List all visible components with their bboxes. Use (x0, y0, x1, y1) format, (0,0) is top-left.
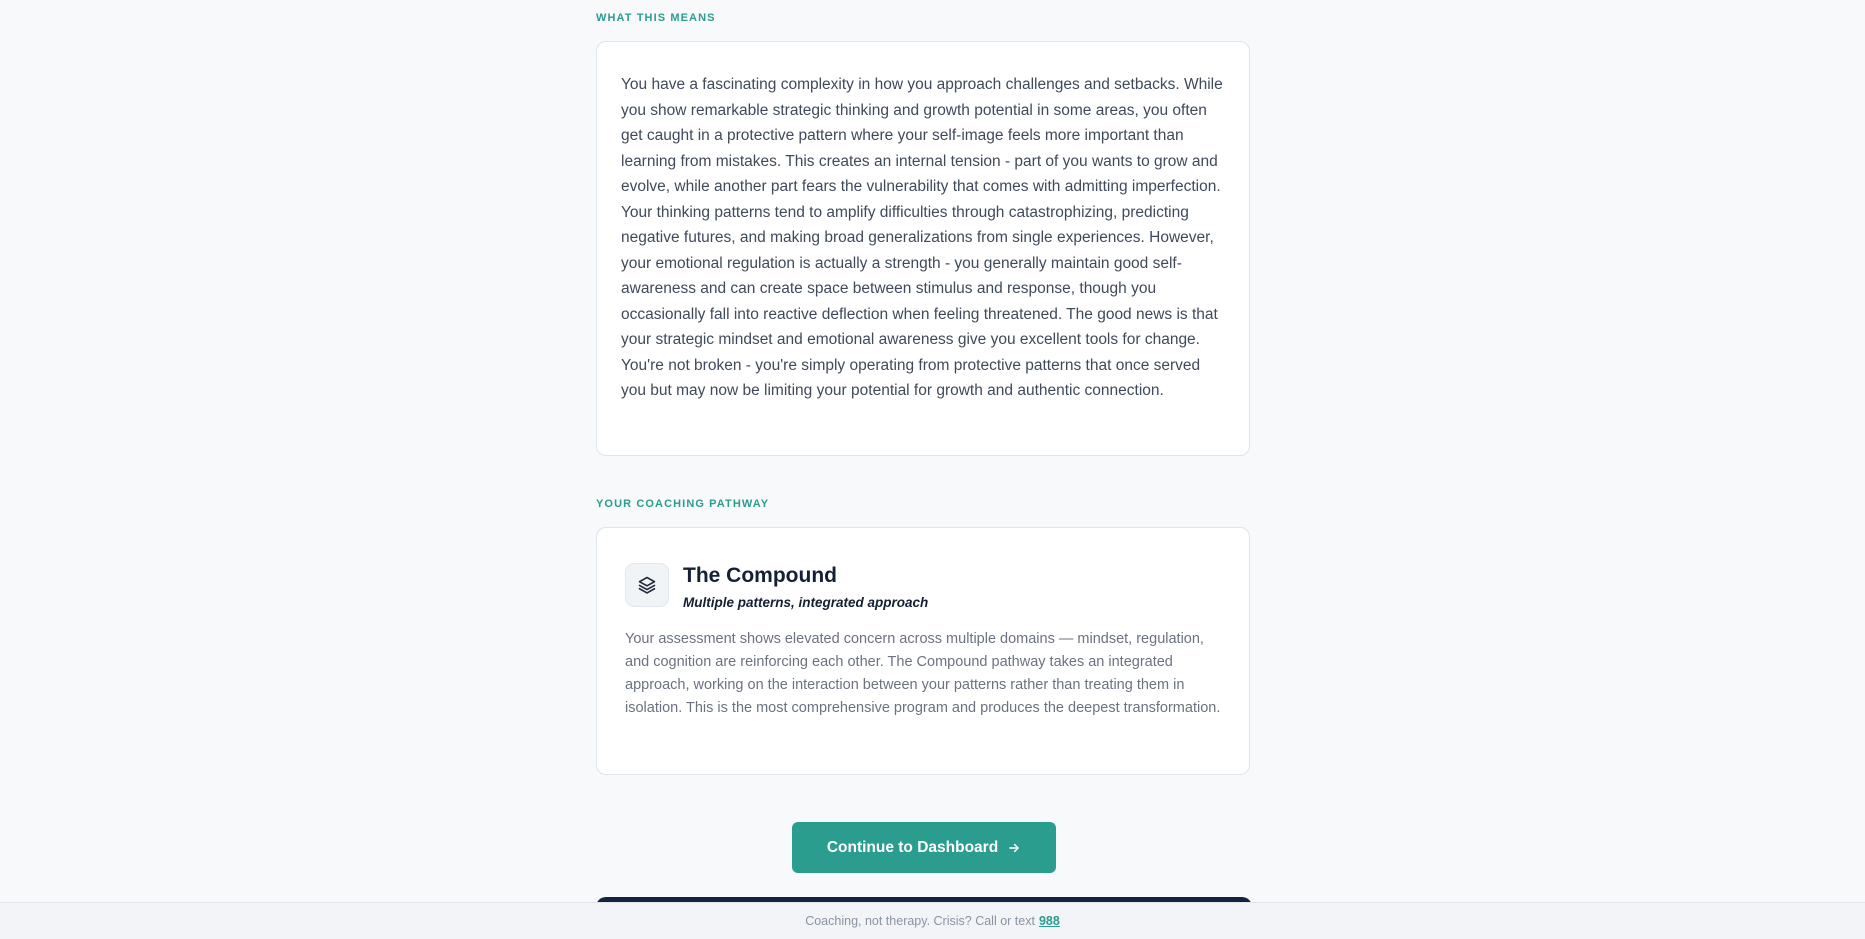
footer-text: Coaching, not therapy. Crisis? Call or text (805, 914, 1035, 928)
pathway-description: Your assessment shows elevated concern across multiple domains — mindset, regulation, and cognition are reinforcing each other. The Compound pathway takes an integrated approach, working on the interaction between your patterns rather than treating them in isolation. This is the most comprehensive program and produces the deepest transformation. (625, 631, 1221, 716)
what-this-means-card (596, 41, 1250, 456)
pathway-title: The Compound (683, 564, 837, 587)
pathway-header (625, 563, 1221, 610)
crisis-hotline-link[interactable]: 988 (1038, 914, 1060, 928)
coaching-pathway-label: YOUR COACHING PATHWAY (596, 498, 770, 510)
layers-icon (625, 563, 669, 607)
what-this-means-label: WHAT THIS MEANS (596, 12, 716, 24)
arrow-right-icon (1007, 841, 1021, 855)
pathway-titles (683, 563, 928, 610)
continue-button-label: Continue to Dashboard (826, 838, 999, 856)
what-this-means-text: You have a fascinating complexity in how you approach challenges and setbacks. While you show remarkable strategic thinking and growth potential in some areas, you often get caught in a protective pattern where your self-image feels more important than learning from mistakes. This creates an internal tension - part of you wants to grow and evolve, while another part fears the vulnerability that comes with admitting imperfection. Your thinking patterns tend to amplify difficulties through catastrophizing, predicting negative futures, and making broad generalizations from single experiences. However, your emotional regulation is actually a strength - you generally maintain good self-awareness and can create space between stimulus and response, though you occasionally fall into reactive deflection when feeling threatened. The good news is that your strategic mindset and emotional awareness give you excellent tools for change. You're not broken - you're simply operating from protective patterns that once served you but may now be limiting your potential for growth and authentic connection. (621, 76, 1223, 399)
coaching-pathway-card (596, 527, 1250, 775)
continue-to-dashboard-button[interactable] (792, 822, 1056, 873)
pathway-subtitle: Multiple patterns, integrated approach (683, 595, 929, 610)
crisis-footer (0, 902, 1865, 939)
